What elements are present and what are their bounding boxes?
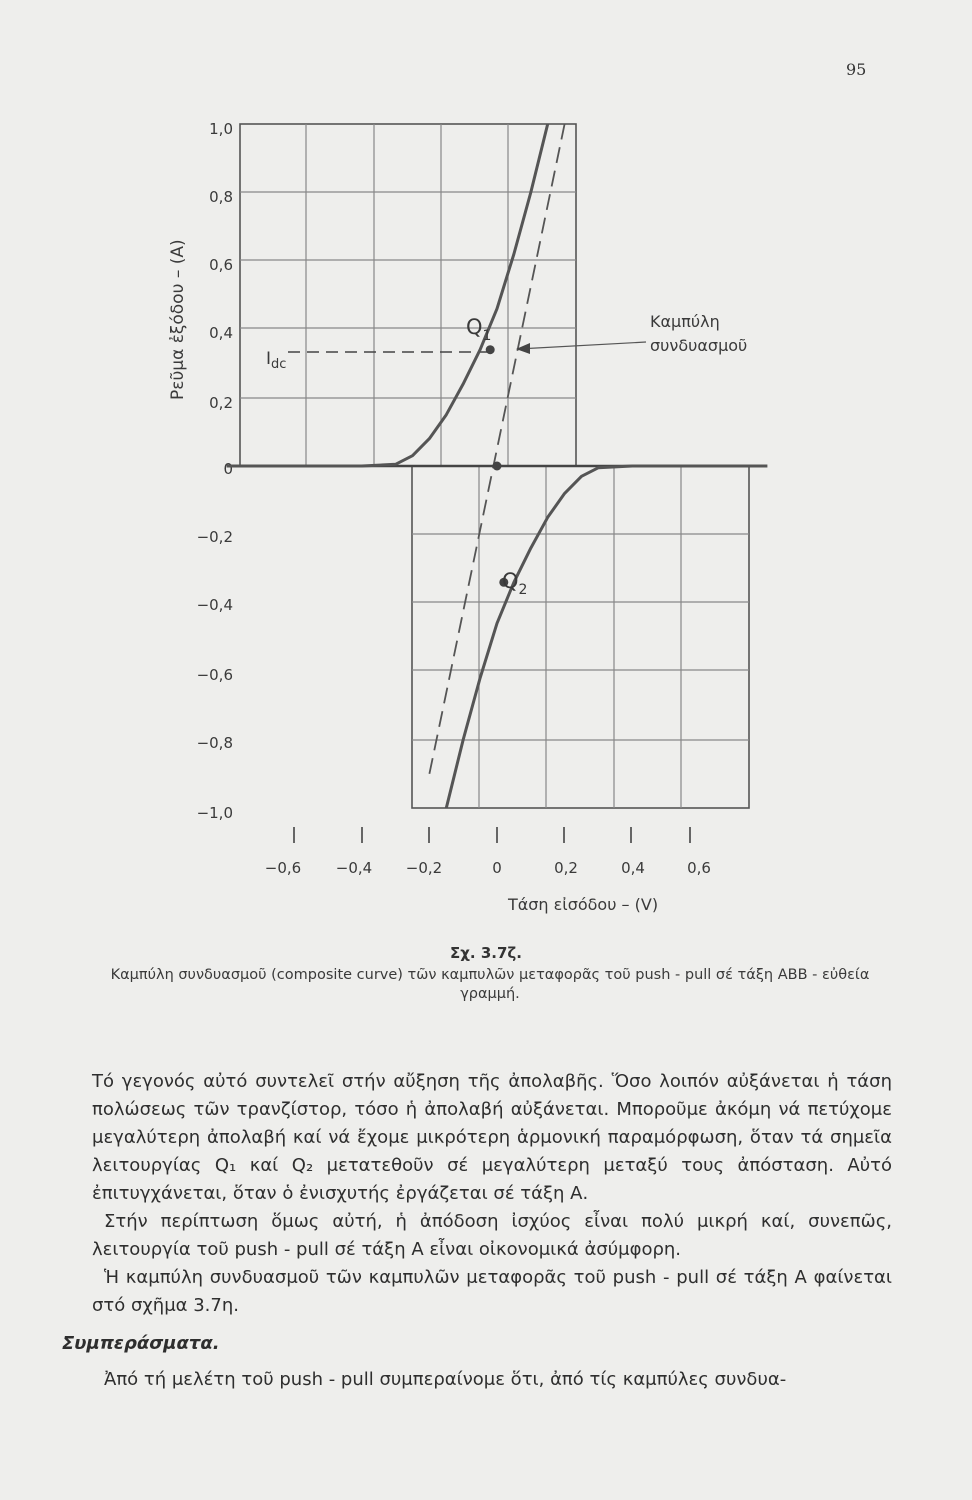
y-tick-label: −0,2 [196,528,233,546]
upper-transfer-curve [227,124,548,466]
lower-transfer-curve [446,466,767,808]
x-tick-label: 0,2 [554,859,578,877]
lower-grid [412,466,749,808]
y-tick-labels [197,120,233,822]
section-heading: Συμπεράσματα. [62,1333,220,1354]
x-tick-label: 0 [492,859,502,877]
page-number: 95 [846,60,867,79]
idc-label: $I_{dc}$ [266,349,287,372]
y-tick-label: 0,2 [209,394,233,412]
figure-caption-number: Σχ. 3.7ζ. [450,944,522,962]
curves-layer [227,124,768,808]
x-axis-title: Τάση εἰσόδου – (V) [507,895,659,914]
composite-curve-dashed [429,124,564,774]
x-tick-labels [265,859,711,877]
q1-label: $Q_1$ [466,315,492,344]
x-tick-label: −0,6 [264,859,302,877]
y-axis-title: Ρεῦμα ἐξόδου – (A) [168,239,188,400]
y-tick-label: 0,4 [209,324,233,342]
y-tick-label: 1,0 [209,120,233,138]
operating-point-q1 [486,345,495,354]
paragraph: Ἀπό τή μελέτη τοῦ push - pull συμπεραίνομε ὅτι, ἀπό τίς καμπύλες συνδυα- [104,1369,787,1390]
annotation-leader-line [518,342,646,349]
paragraph: Στήν περίπτωση ὅμως αὐτή, ἡ ἀπόδοση ἰσχύος εἶναι πολύ μικρή καί, συνεπῶς, λειτουργία τοῦ push - pull σέ τάξη Α εἶναι οἰκονομικά ἀσύμφορη. [92,1211,892,1260]
y-tick-label: −0,8 [196,734,233,752]
y-tick-label: 0,6 [209,256,233,274]
x-tick-marks [294,827,690,843]
x-tick-label: −0,4 [335,859,373,877]
annotation-line2: συνδυασμοῦ [650,336,748,355]
figure-caption-text: Καμπύλη συνδυασμοῦ (composite curve) τῶν καμπυλῶν μεταφορᾶς τοῦ push - pull σέ τάξη ΑΒΒ - εὐθεία γραμμή. [110,967,870,1002]
annotation-line1: Καμπύλη [650,312,720,331]
y-tick-label: −0,4 [196,596,233,614]
y-tick-label: 0,8 [209,188,233,206]
paragraph: Τό γεγονός αὐτό συντελεῖ στήν αὔξηση τῆς ἀπολαβῆς. Ὅσο λοιπόν αὐξάνεται ἡ τάση πολώσεως τῶν τρανζίστορ, τόσο ἡ ἀπολαβή αὐξάνεται. Μποροῦμε ἀκόμη νά πετύχομε μεγαλύτερη ἀπολαβή καί νά ἔχομε μικρότερη ἁρμονική παραμόρφωση, ὅταν τά σημεῖα λειτουργίας Q₁ καί Q₂ μετατεθοῦν σέ μεγαλύτερη μεταξύ τους ἀπόσταση. Αὐτό ἐπιτυγχάνεται, ὅταν ὁ ἐνισχυτής ἐργάζεται σέ τάξη Α. [92,1071,892,1204]
y-tick-label: −1,0 [196,804,233,822]
body-text [62,1068,892,1394]
operating-point-origin [493,462,502,471]
upper-grid [240,124,576,466]
paragraph: Ἡ καμπύλη συνδυασμοῦ τῶν καμπυλῶν μεταφορᾶς τοῦ push - pull σέ τάξη Α φαίνεται στό σχῆμα 3.7η. [92,1267,892,1316]
x-tick-label: −0,2 [405,859,443,877]
q2-label: $Q_2$ [502,569,528,598]
y-tick-label: 0 [223,460,233,478]
x-tick-label: 0,4 [621,859,645,877]
y-tick-label: −0,6 [196,666,233,684]
x-tick-label: 0,6 [687,859,711,877]
